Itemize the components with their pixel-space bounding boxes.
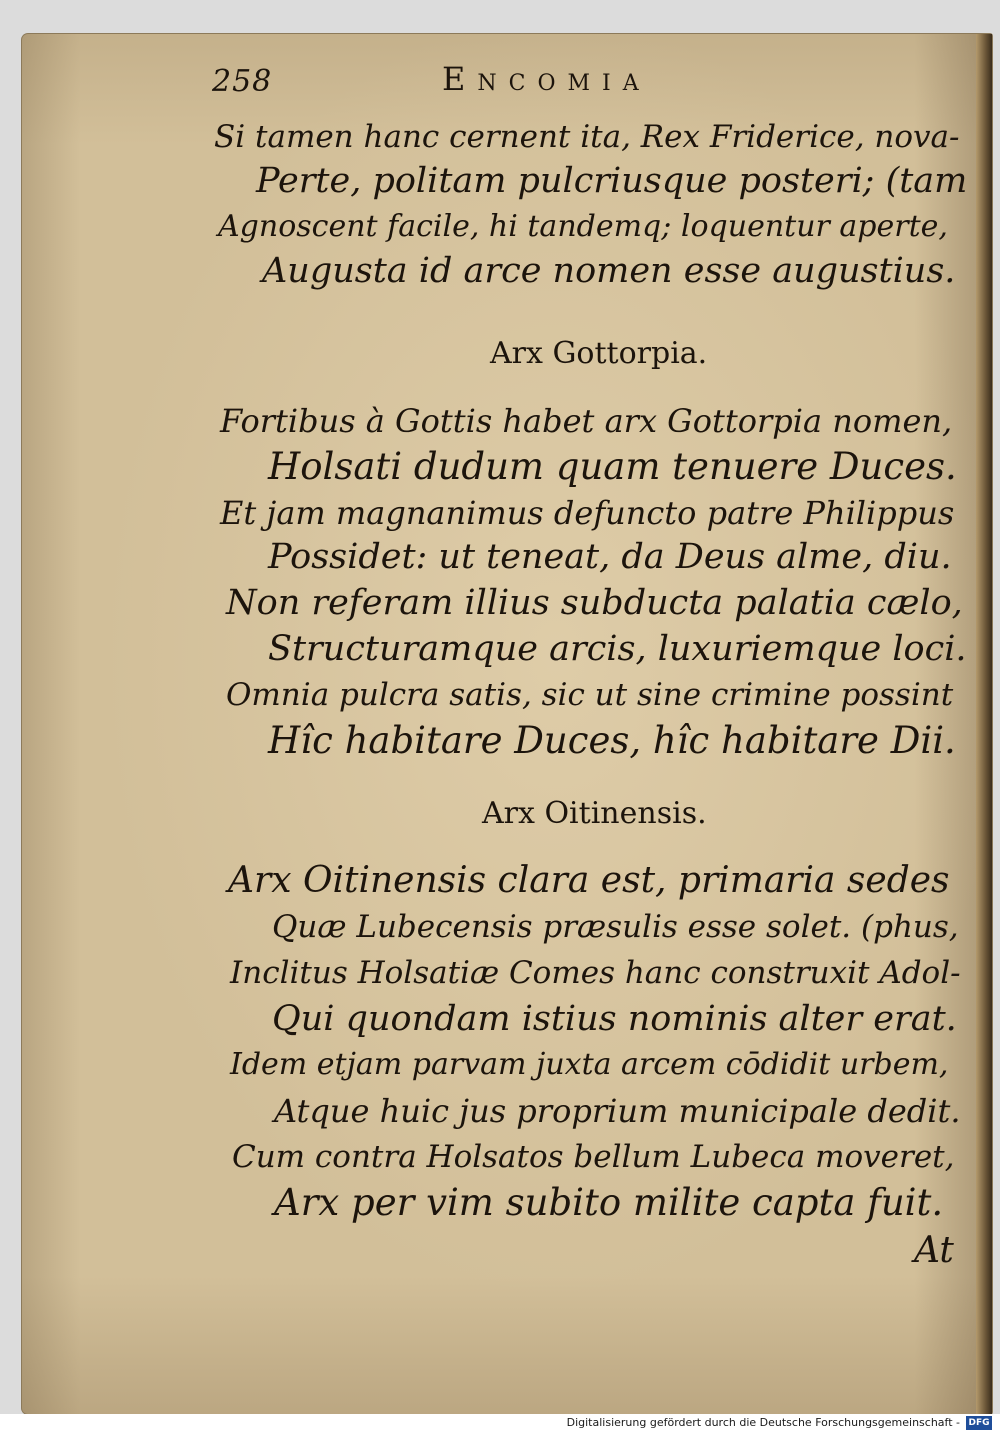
verse-line: Idem etjam parvam juxta arcem cōdidit urbem, [230, 1047, 949, 1082]
section-heading-oitinensis: Arx Oitinensis. [482, 796, 707, 831]
verse-line: Non referam illius subducta palatia cælo, [226, 583, 963, 623]
verse-line: Agnoscent facile, hi tandemq; loquentur aperte, [218, 209, 948, 244]
verse-line: Inclitus Holsatiæ Comes hanc construxit Adol- [230, 955, 961, 991]
page-gutter-edge [976, 34, 992, 1414]
page-number: 258 [212, 64, 273, 99]
dfg-logo: DFG [966, 1416, 992, 1430]
verse-line: Augusta id arce nomen esse augustius. [262, 251, 956, 291]
verse-line: Cum contra Holsatos bellum Lubeca moveret, [232, 1139, 955, 1175]
verse-line: Si tamen hanc cernent ita, Rex Friderice, nova- [214, 119, 960, 155]
verse-line: Atque huic jus proprium municipale dedit. [274, 1092, 961, 1130]
verse-line: Et jam magnanimus defuncto patre Philippus [220, 494, 955, 532]
verse-line: Omnia pulcra satis, sic ut sine crimine possint [226, 677, 954, 713]
verse-line: Possidet: ut teneat, da Deus alme, diu. [268, 537, 952, 577]
running-head: Encomia [442, 60, 651, 98]
verse-line: Holsati dudum quam tenuere Duces. [268, 445, 957, 488]
verse-line: Fortibus à Gottis habet arx Gottorpia nomen, [220, 402, 953, 440]
verse-line: Perte, politam pulcriusque posteri; (tam [256, 161, 968, 201]
verse-line: Structuramque arcis, luxuriemque loci. [268, 629, 967, 669]
verse-line: Qui quondam istius nominis alter erat. [272, 999, 957, 1039]
verse-line: Hîc habitare Duces, hîc habitare Dii. [268, 719, 956, 762]
verse-line: Arx per vim subito milite capta fuit. [274, 1181, 944, 1224]
verse-line: Arx Oitinensis clara est, primaria sedes [228, 860, 950, 901]
footer-credit: Digitalisierung gefördert durch die Deutsche Forschungsgemeinschaft - [566, 1416, 960, 1429]
catchword: At [914, 1230, 954, 1271]
verse-line: Quæ Lubecensis præsulis esse solet. (phus, [272, 909, 959, 945]
book-page [22, 34, 992, 1414]
section-heading-gottorpia: Arx Gottorpia. [490, 336, 708, 371]
